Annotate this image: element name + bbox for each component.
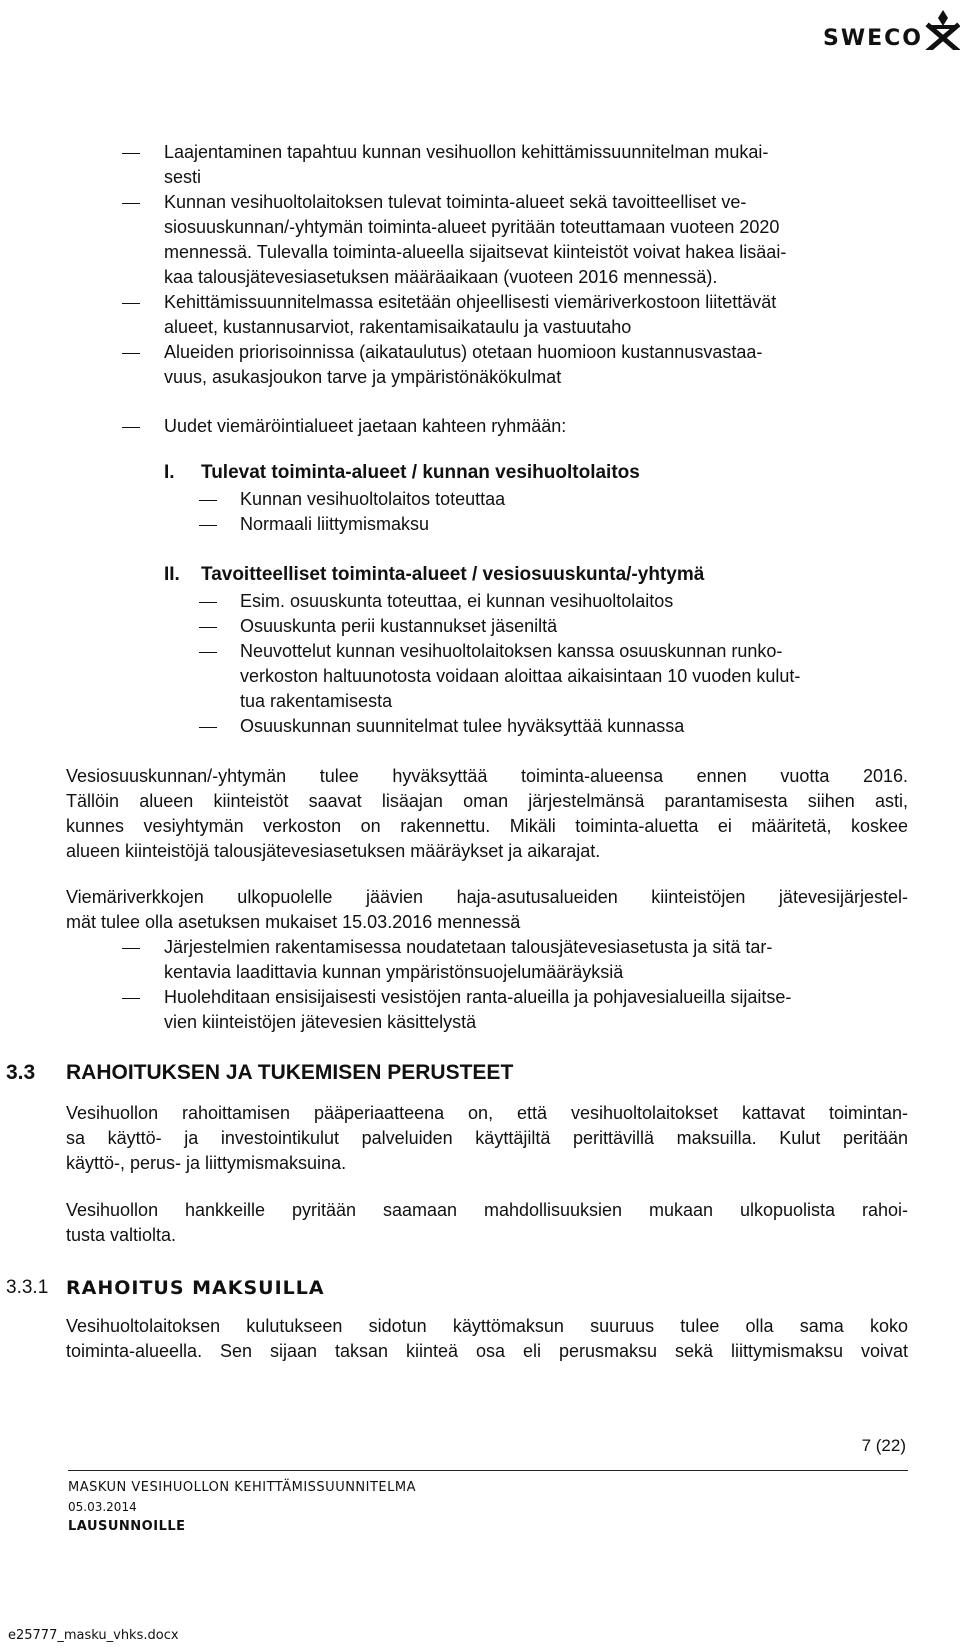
dash-bullet [122,203,140,204]
paragraph-line: Viemäriverkkojen ulkopuolelle jäävien haja-asutusalueiden kiinteistöjen jätevesijärjestel- [66,887,908,907]
paragraph-line: Tällöin alueen kiinteistöt saavat lisäajan oman järjestelmänsä parantamisesta siihen asti, [66,791,908,811]
document-title: MASKUN VESIHUOLLON KEHITTÄMISSUUNNITELMA [68,1480,416,1495]
paragraph-line: alueen kiinteistöjä talousjätevesiasetuksen määräykset ja aikarajat. [66,841,601,861]
list-item-line: Kehittämissuunnitelmassa esitetään ohjeellisesti viemäriverkostoon liitettävät [164,292,777,312]
list-item-line: vien kiinteistöjen jätevesien käsittelystä [164,1012,477,1032]
list-item-line: Neuvottelut kunnan vesihuoltolaitoksen kanssa osuuskunnan runko- [240,641,783,661]
dash-bullet [122,427,140,428]
list-item-line: Normaali liittymismaksu [240,514,430,534]
list-item-line: Järjestelmien rakentamisessa noudatetaan talousjätevesiasetusta ja sitä tar- [164,937,773,957]
list-item-line: Uudet viemäröintialueet jaetaan kahteen ryhmään: [164,416,567,436]
group-2-numeral: II. [164,564,180,585]
list-item-line: Kunnan vesihuoltolaitoksen tulevat toiminta-alueet sekä tavoitteelliset ve- [164,192,747,212]
list-item-line: tua rakentamisesta [240,691,393,711]
list-item-line: verkoston haltuunotosta voidaan aloittaa aikaisintaan 10 vuoden kulut- [240,666,801,686]
paragraph-line: toiminta-alueella. Sen sijaan taksan kiinteä osa eli perusmaksu sekä liittymismaksu voivat [66,1341,908,1361]
paragraph-line: käyttö-, perus- ja liittymismaksuina. [66,1153,347,1173]
list-item-line: Osuuskunnan suunnitelmat tulee hyväksyttää kunnassa [240,716,685,736]
footer-divider [68,1470,908,1471]
document-date: 05.03.2014 [68,1500,137,1514]
list-item-line: Osuuskunta perii kustannukset jäseniltä [240,616,558,636]
list-item-line: kaa talousjätevesiasetuksen määräaikaan (vuoteen 2016 mennessä). [164,267,718,287]
list-item-line: Alueiden priorisoinnissa (aikataulutus) otetaan huomioon kustannusvastaa- [164,342,763,362]
group-1-numeral: I. [164,462,175,483]
paragraph-line: mät tulee olla asetuksen mukaiset 15.03.2016 mennessä [66,912,521,932]
dash-bullet [199,525,217,526]
list-item-line: kentavia laadittavia kunnan ympäristönsuojelumääräyksiä [164,962,624,982]
dash-bullet [122,303,140,304]
list-item-line: Huolehditaan ensisijaisesti vesistöjen ranta-alueilla ja pohjavesialueilla sijaitse- [164,987,792,1007]
list-item-line: Kunnan vesihuoltolaitos toteuttaa [240,489,506,509]
paragraph-line: Vesihuollon rahoittamisen pääperiaatteena on, että vesihuoltolaitokset kattavat toimintan- [66,1103,908,1123]
list-item-line: Laajentaminen tapahtuu kunnan vesihuollon kehittämissuunnitelman mukai- [164,142,769,162]
paragraph-line: Vesihuollon hankkeille pyritään saamaan mahdollisuuksien mukaan ulkopuolista rahoi- [66,1200,908,1220]
logo-text: SWECO [823,26,923,51]
dash-bullet [199,652,217,653]
list-item-line: vuus, asukasjoukon tarve ja ympäristönäkökulmat [164,367,562,387]
dash-bullet [122,998,140,999]
dash-bullet [199,727,217,728]
file-name: e25777_masku_vhks.docx [8,1628,179,1643]
subsection-number: 3.3.1 [6,1277,49,1298]
dash-bullet [199,627,217,628]
list-item-line: siosuuskunnan/-yhtymän toiminta-alueet pyritään toteuttamaan vuoteen 2020 [164,217,780,237]
dash-bullet [122,948,140,949]
list-item-line: Esim. osuuskunta toteuttaa, ei kunnan vesihuoltolaitos [240,591,674,611]
dash-bullet [199,500,217,501]
paragraph-line: Vesiosuuskunnan/-yhtymän tulee hyväksyttää toiminta-alueensa ennen vuotta 2016. [66,766,908,786]
document-status: LAUSUNNOILLE [68,1519,186,1534]
paragraph-line: tusta valtiolta. [66,1225,177,1245]
paragraph-line: kunnes vesiyhtymän verkoston on rakennettu. Mikäli toiminta-aluetta ei määritetä, koskee [66,816,908,836]
group-1-title: Tulevat toiminta-alueet / kunnan vesihuoltolaitos [201,462,640,483]
subsection-title: RAHOITUS MAKSUILLA [66,1277,325,1299]
group-2-title: Tavoitteelliset toiminta-alueet / vesiosuuskunta/-yhtymä [201,564,705,585]
page-number: 7 (22) [861,1436,906,1455]
sweco-mark-icon [925,10,960,50]
dash-bullet [199,602,217,603]
section-number: 3.3 [6,1061,36,1084]
dash-bullet [122,353,140,354]
dash-bullet [122,153,140,154]
list-item-line: mennessä. Tulevalla toiminta-alueella sijaitsevat kiinteistöt voivat hakea lisäai- [164,242,787,262]
paragraph-line: Vesihuoltolaitoksen kulutukseen sidotun käyttömaksun suuruus tulee olla sama koko [66,1316,908,1336]
list-item-line: alueet, kustannusarviot, rakentamisaikataulu ja vastuutaho [164,317,632,337]
list-item-line: sesti [164,167,202,187]
section-title: RAHOITUKSEN JA TUKEMISEN PERUSTEET [66,1061,514,1084]
paragraph-line: sa käyttö- ja investointikulut palveluiden käyttäjiltä perittävillä maksuilla. Kulut peritään [66,1128,908,1148]
